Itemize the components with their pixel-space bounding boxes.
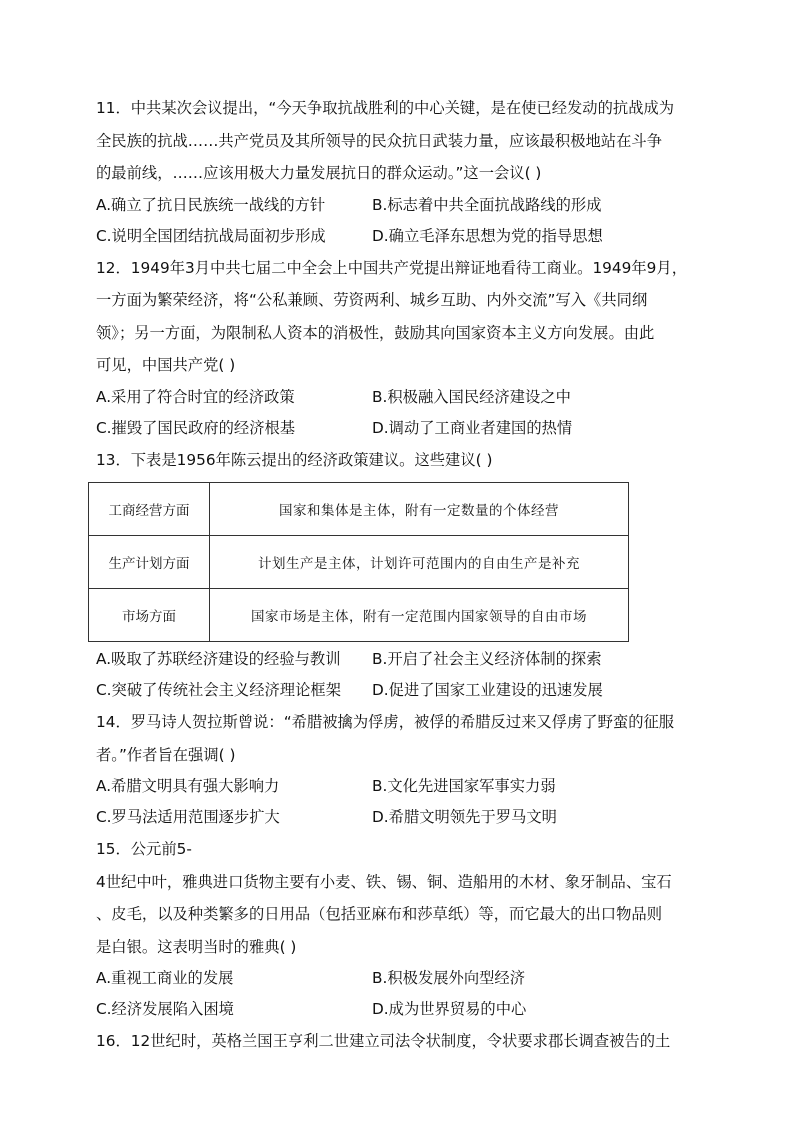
question-text-line: 领》；另一方面，为限制私人资本的消极性，鼓励其向国家资本主义方向发展。由此 [96,323,655,342]
option-d[interactable]: D.调动了工商业者建国的热情 [372,418,573,437]
table-row [89,589,629,642]
question-text-line: 15．公元前5- [96,840,192,858]
question-text-line: 12．1949年3月中共七届二中全会上中国共产党提出辩证地看待工商业。1949年9月， [96,258,687,277]
table-cell-content: 国家市场是主体，附有一定范围内国家领导的自由市场 [210,589,629,642]
question-text-line: 、皮毛，以及种类繁多的日用品（包括亚麻布和莎草纸）等，而它最大的出口物品则 [96,905,662,923]
question-text-line: 16．12世纪时，英格兰国王亨利二世建立司法令状制度，令状要求郡长调查被告的土 [96,1032,671,1050]
option-c[interactable]: C.经济发展陷入困境 [96,1000,234,1018]
question-list [96,92,702,1058]
question-text-line: 的最前线，……应该用极大力量发展抗日的群众运动。”这一会议( ) [96,164,542,182]
question-text-line: 可见，中国共产党( ) [96,356,236,374]
question-13 [96,444,702,707]
option-row [96,802,702,833]
question-11 [96,92,702,252]
option-d[interactable]: D.确立毛泽东思想为党的指导思想 [372,226,603,245]
option-b[interactable]: B.积极融入国民经济建设之中 [372,387,571,406]
question-text-line: 全民族的抗战……共产党员及其所领导的民众抗日武装力量，应该最积极地站在斗争 [96,131,662,150]
table-cell-aspect: 生产计划方面 [89,536,210,589]
option-a[interactable]: A.吸取了苏联经济建设的经验与教训 [96,650,341,668]
option-row [96,382,702,413]
question-14 [96,706,702,833]
option-a[interactable]: A.重视工商业的发展 [96,969,234,987]
question-text-line: 者。”作者旨在强调( ) [96,745,236,764]
question-text-line: 一方面为繁荣经济，将“公私兼顾、劳资两利、城乡互助、内外交流”写入《共同纲 [96,291,648,309]
question-15 [96,833,702,1025]
option-a[interactable]: A.采用了符合时宜的经济政策 [96,387,295,406]
table-row [89,536,629,589]
table-row [89,483,629,536]
question-text-line: 13．下表是1956年陈云提出的经济政策建议。这些建议( ) [96,450,493,469]
option-a[interactable]: A.希腊文明具有强大影响力 [96,777,280,795]
option-a[interactable]: A.确立了抗日民族统一战线的方针 [96,195,326,214]
table-cell-content: 国家和集体是主体，附有一定数量的个体经营 [210,483,629,536]
option-row [96,675,702,706]
option-c[interactable]: C.突破了传统社会主义经济理论框架 [96,681,341,699]
table-cell-aspect: 市场方面 [89,589,210,642]
question-12 [96,252,702,444]
option-b[interactable]: B.标志着中共全面抗战路线的形成 [372,195,602,214]
option-b[interactable]: B.积极发展外向型经济 [372,969,526,987]
option-b[interactable]: B.文化先进国家军事实力弱 [372,777,556,795]
question-text-line: 4世纪中叶，雅典进口货物主要有小麦、铁、锡、铜、造船用的木材、象牙制品、宝石 [96,872,672,891]
option-d[interactable]: D.成为世界贸易的中心 [372,1000,527,1018]
policy-table [88,482,629,642]
option-c[interactable]: C.罗马法适用范围逐步扩大 [96,808,280,826]
question-text-line: 11．中共某次会议提出，“今天争取抗战胜利的中心关键，是在使已经发动的抗战成为 [96,99,675,117]
option-row [96,190,702,221]
option-c[interactable]: C.摧毁了国民政府的经济根基 [96,418,296,437]
table-cell-content: 计划生产是主体，计划许可范围内的自由生产是补充 [210,536,629,589]
option-row [96,994,702,1025]
option-b[interactable]: B.开启了社会主义经济体制的探索 [372,650,602,668]
question-text-line: 是白银。这表明当时的雅典( ) [96,937,297,956]
table-cell-aspect: 工商经营方面 [89,483,210,536]
option-row [96,644,702,675]
option-d[interactable]: D.希腊文明领先于罗马文明 [372,808,557,826]
question-16 [96,1025,702,1058]
option-d[interactable]: D.促进了国家工业建设的迅速发展 [372,681,603,699]
option-c[interactable]: C.说明全国团结抗战局面初步形成 [96,226,326,245]
option-row [96,771,702,802]
option-row [96,963,702,994]
option-row [96,413,702,444]
question-text-line: 14．罗马诗人贺拉斯曾说：“希腊被擒为俘虏，被俘的希腊反过来又俘虏了野蛮的征服 [96,713,675,731]
option-row [96,221,702,252]
